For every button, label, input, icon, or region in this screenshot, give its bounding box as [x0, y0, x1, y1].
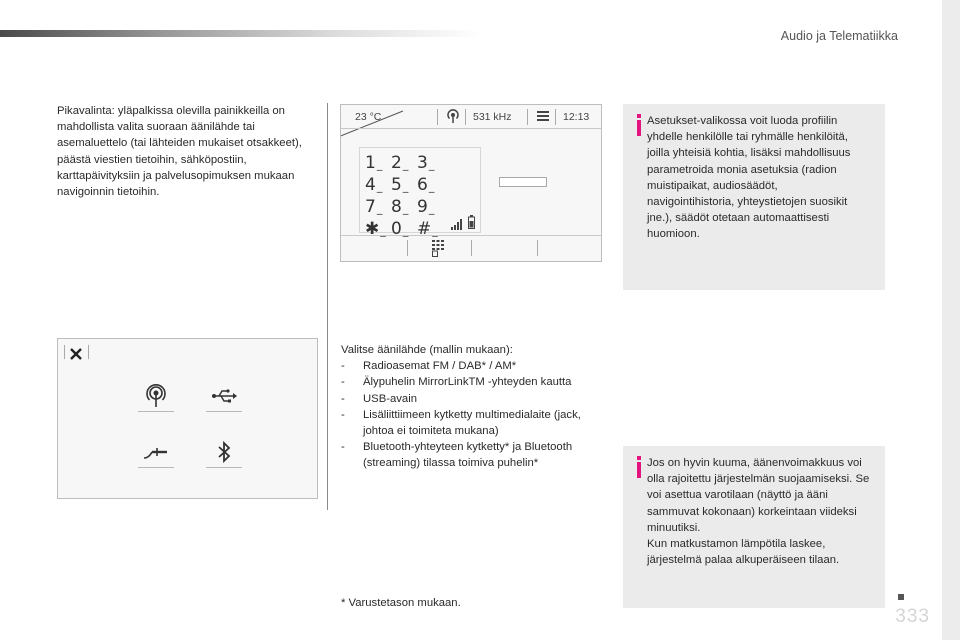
info-box-text: Asetukset-valikossa voit luoda profiilin yhdelle henkilölle tai ryhmälle henkilöitä, joilla yhteisiä kohtia, lisäksi mahdollisuus parametroida monia asetuksia (radion muistipaikat, audiosäädöt, navigointihistoria, yhteystietojen suosikit jne.), säädöt otetaan automaattisesti huomioon.	[647, 115, 851, 241]
key-star[interactable]: ✱ _	[365, 219, 391, 241]
bottom-bar-separator	[471, 240, 472, 256]
key-4[interactable]: 4 _	[365, 175, 391, 197]
signal-icon	[451, 217, 463, 235]
info-icon	[637, 114, 641, 136]
footnote: * Varustetason mukaan.	[341, 597, 461, 609]
phone-screen-illustration	[340, 104, 602, 262]
top-bar-separator	[527, 109, 528, 125]
top-bar-separator	[465, 109, 466, 125]
source-underline	[206, 411, 242, 412]
source-underline	[138, 467, 174, 468]
key-0[interactable]: 0 _	[391, 219, 417, 241]
info-box-heat	[623, 446, 885, 608]
list-item: - USB-avain	[341, 392, 417, 405]
frequency-readout: 531 kHz	[473, 111, 512, 123]
key-9[interactable]: 9 _	[417, 197, 443, 219]
source-underline	[206, 467, 242, 468]
temperature-readout: 23 °C	[355, 111, 382, 123]
top-bar-separator	[64, 345, 65, 359]
key-6[interactable]: 6 _	[417, 175, 443, 197]
radio-icon[interactable]	[139, 379, 173, 413]
bottom-bar-separator	[407, 240, 408, 256]
source-screen-top-bar	[58, 339, 317, 361]
key-8[interactable]: 8 _	[391, 197, 417, 219]
header-gradient-bar	[0, 30, 480, 37]
clock-readout: 12:13	[563, 111, 590, 123]
page-number: 333	[895, 606, 930, 628]
source-select-screen-illustration	[57, 338, 318, 499]
source-underline	[138, 411, 174, 412]
bluetooth-icon[interactable]	[207, 435, 241, 469]
radio-icon[interactable]	[445, 108, 461, 127]
top-bar-separator	[88, 345, 89, 359]
column-divider	[327, 103, 328, 510]
key-2[interactable]: 2 _	[391, 153, 417, 175]
list-item: - Älypuhelin MirrorLinkTM -yhteyden kautta	[341, 376, 572, 389]
battery-icon	[468, 215, 475, 234]
source-list	[341, 342, 611, 472]
info-icon	[637, 456, 641, 478]
keypad-icon[interactable]	[431, 239, 445, 262]
screen-top-bar	[341, 105, 601, 129]
info-box-paragraph: Kun matkustamon lämpötila laskee, järjestelmä palaa alkuperäiseen tilaan.	[647, 538, 840, 567]
key-1[interactable]: 1 _	[365, 153, 391, 175]
close-icon[interactable]	[70, 347, 82, 365]
phone-keypad	[365, 153, 443, 241]
source-list-intro: Valitse äänilähde (mallin mukaan):	[341, 344, 513, 356]
key-7[interactable]: 7 _	[365, 197, 391, 219]
list-item: - Bluetooth-yhteyteen kytketty* ja Bluetooth (streaming) tilassa toimiva puhelin*	[341, 441, 573, 470]
usb-icon[interactable]	[207, 379, 241, 413]
media-icon[interactable]	[535, 108, 551, 127]
top-bar-separator	[555, 109, 556, 125]
top-bar-separator	[437, 109, 438, 125]
list-item: - Radioasemat FM / DAB* / AM*	[341, 360, 517, 373]
page-marker	[898, 594, 904, 600]
bottom-bar-separator	[537, 240, 538, 256]
number-display-field[interactable]	[499, 177, 547, 187]
key-hash[interactable]: # _	[417, 219, 443, 241]
list-item: - Lisäliittiimeen kytketty multimedialaite (jack, johtoa ei toimiteta mukana)	[341, 408, 581, 438]
page-edge-strip	[942, 0, 960, 640]
info-box-text	[647, 455, 879, 568]
header-title: Audio ja Telematiikka	[780, 29, 898, 43]
key-3[interactable]: 3 _	[417, 153, 443, 175]
key-5[interactable]: 5 _	[391, 175, 417, 197]
info-box-settings	[623, 104, 885, 290]
info-box-paragraph: Jos on hyvin kuuma, äänenvoimakkuus voi olla rajoitettu järjestelmän suojaamiseksi. Se voi asettua varotilaan (näyttö ja ääni sammuvat kokonaan) korkeintaan viideksi minuutiksi.	[647, 457, 870, 534]
quick-select-paragraph: Pikavalinta: yläpalkissa olevilla painikkeilla on mahdollista valita suoraan äänilähde tai asemaluettelo (tai lähteiden mukaiset otsakkeet), päästä viestien tietoihin, sähköpostiin, karttapäivityksiin ja palvelusopimuksen mukaan navigoinnin tietoihin.	[57, 105, 302, 199]
screen-bottom-bar	[341, 235, 601, 261]
jack-icon[interactable]	[139, 435, 173, 469]
